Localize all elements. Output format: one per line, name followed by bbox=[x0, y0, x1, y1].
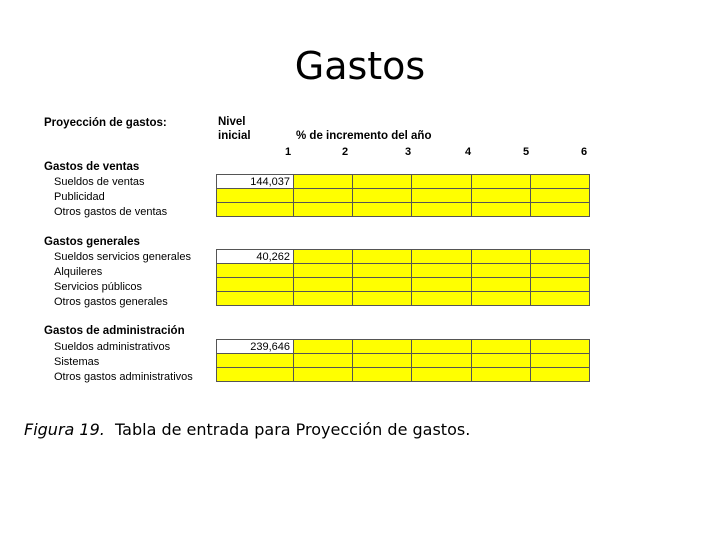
year-number: 2 bbox=[341, 146, 349, 158]
row-label: Servicios públicos bbox=[54, 281, 143, 293]
initial-cell[interactable] bbox=[217, 264, 294, 278]
section-title-administracion: Gastos de administración bbox=[44, 325, 185, 337]
increment-header: % de incremento del año bbox=[296, 130, 432, 142]
input-cell[interactable] bbox=[471, 203, 530, 217]
initial-cell[interactable] bbox=[217, 354, 294, 368]
input-cell[interactable] bbox=[294, 250, 353, 264]
input-cell[interactable] bbox=[471, 368, 530, 382]
caption-text: Tabla de entrada para Proyección de gastos. bbox=[115, 420, 471, 439]
input-cell[interactable] bbox=[530, 354, 589, 368]
input-cell[interactable] bbox=[471, 354, 530, 368]
table-heading: Proyección de gastos: bbox=[44, 117, 167, 129]
slide-title: Gastos bbox=[294, 44, 426, 88]
input-cell[interactable] bbox=[530, 189, 589, 203]
input-cell[interactable] bbox=[412, 340, 471, 354]
input-cell[interactable] bbox=[353, 340, 412, 354]
input-cell[interactable] bbox=[471, 264, 530, 278]
row-label: Sueldos servicios generales bbox=[54, 251, 191, 263]
row-label: Sueldos de ventas bbox=[54, 176, 145, 188]
figure-number: Figura 19. bbox=[24, 420, 105, 439]
input-cell[interactable] bbox=[353, 278, 412, 292]
section-title-generales: Gastos generales bbox=[44, 236, 140, 248]
input-cell[interactable] bbox=[471, 189, 530, 203]
input-cell[interactable] bbox=[353, 292, 412, 306]
input-cell[interactable] bbox=[471, 278, 530, 292]
nivel-header-line1: Nivel bbox=[218, 116, 246, 128]
input-cell[interactable] bbox=[412, 189, 471, 203]
table-row bbox=[217, 189, 590, 203]
year-number: 5 bbox=[522, 146, 530, 158]
input-cell[interactable] bbox=[294, 175, 353, 189]
table-row bbox=[217, 203, 590, 217]
input-cell[interactable] bbox=[353, 175, 412, 189]
input-cell[interactable] bbox=[412, 250, 471, 264]
input-grid-generales bbox=[216, 249, 590, 306]
table-row bbox=[217, 340, 590, 354]
input-cell[interactable] bbox=[294, 354, 353, 368]
input-cell[interactable] bbox=[294, 292, 353, 306]
row-label: Otros gastos de ventas bbox=[54, 206, 168, 218]
initial-cell[interactable]: 144,037 bbox=[217, 175, 294, 189]
section-title-ventas: Gastos de ventas bbox=[44, 161, 140, 173]
input-cell[interactable] bbox=[412, 264, 471, 278]
year-number: 4 bbox=[464, 146, 472, 158]
input-cell[interactable] bbox=[412, 203, 471, 217]
row-label: Alquileres bbox=[54, 266, 103, 278]
input-cell[interactable] bbox=[471, 340, 530, 354]
input-cell[interactable] bbox=[412, 368, 471, 382]
input-cell[interactable] bbox=[353, 203, 412, 217]
input-cell[interactable] bbox=[530, 292, 589, 306]
table-row bbox=[217, 250, 590, 264]
input-cell[interactable] bbox=[471, 292, 530, 306]
input-cell[interactable] bbox=[530, 250, 589, 264]
input-cell[interactable] bbox=[294, 264, 353, 278]
table-row bbox=[217, 175, 590, 189]
initial-cell[interactable] bbox=[217, 203, 294, 217]
row-label: Sistemas bbox=[54, 356, 100, 368]
year-number: 3 bbox=[404, 146, 412, 158]
initial-cell[interactable] bbox=[217, 292, 294, 306]
row-label: Otros gastos generales bbox=[54, 296, 168, 308]
input-cell[interactable] bbox=[353, 189, 412, 203]
input-cell[interactable] bbox=[353, 264, 412, 278]
initial-cell[interactable] bbox=[217, 189, 294, 203]
input-cell[interactable] bbox=[530, 264, 589, 278]
input-cell[interactable] bbox=[294, 340, 353, 354]
input-cell[interactable] bbox=[471, 250, 530, 264]
input-cell[interactable] bbox=[353, 354, 412, 368]
initial-cell[interactable] bbox=[217, 278, 294, 292]
input-cell[interactable] bbox=[530, 175, 589, 189]
input-cell[interactable] bbox=[412, 292, 471, 306]
initial-cell[interactable]: 40,262 bbox=[217, 250, 294, 264]
row-label: Otros gastos administrativos bbox=[54, 371, 193, 383]
year-number: 6 bbox=[580, 146, 588, 158]
input-cell[interactable] bbox=[412, 278, 471, 292]
row-label: Publicidad bbox=[54, 191, 105, 203]
initial-cell[interactable] bbox=[217, 368, 294, 382]
input-cell[interactable] bbox=[294, 203, 353, 217]
input-grid-administracion bbox=[216, 339, 590, 382]
input-cell[interactable] bbox=[412, 354, 471, 368]
figure-caption bbox=[24, 420, 470, 439]
table-row bbox=[217, 354, 590, 368]
input-cell[interactable] bbox=[294, 189, 353, 203]
input-cell[interactable] bbox=[530, 278, 589, 292]
input-cell[interactable] bbox=[471, 175, 530, 189]
year-number: 1 bbox=[284, 146, 292, 158]
row-label: Sueldos administrativos bbox=[54, 341, 171, 353]
input-grid-ventas bbox=[216, 174, 590, 217]
table-row bbox=[217, 292, 590, 306]
input-cell[interactable] bbox=[412, 175, 471, 189]
table-row bbox=[217, 264, 590, 278]
input-cell[interactable] bbox=[530, 340, 589, 354]
input-cell[interactable] bbox=[530, 203, 589, 217]
initial-cell[interactable]: 239,646 bbox=[217, 340, 294, 354]
input-cell[interactable] bbox=[530, 368, 589, 382]
table-row bbox=[217, 278, 590, 292]
input-cell[interactable] bbox=[353, 250, 412, 264]
input-cell[interactable] bbox=[294, 368, 353, 382]
table-row bbox=[217, 368, 590, 382]
input-cell[interactable] bbox=[353, 368, 412, 382]
input-cell[interactable] bbox=[294, 278, 353, 292]
nivel-header-line2: inicial bbox=[218, 130, 251, 142]
